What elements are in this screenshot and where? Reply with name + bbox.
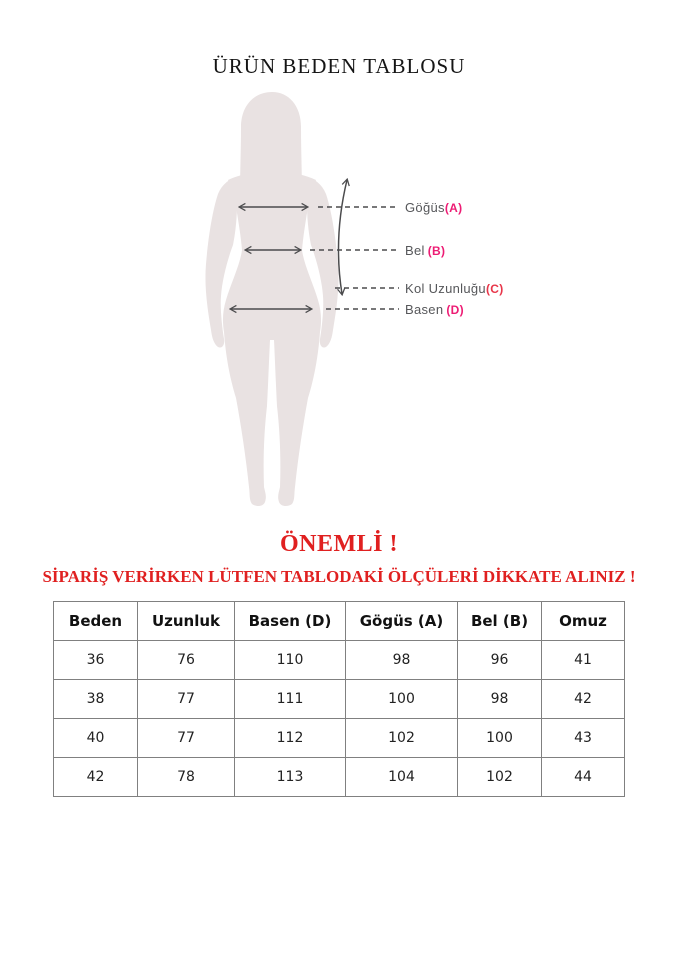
- arm-length-arrow: [338, 180, 347, 294]
- table-row: [54, 641, 625, 680]
- table-cell: 77: [138, 680, 235, 719]
- table-cell: 42: [542, 680, 625, 719]
- table-row: [54, 719, 625, 758]
- measure-code-c: (C): [485, 282, 504, 296]
- measure-code-a: (A): [444, 201, 463, 215]
- table-cell: 102: [458, 758, 542, 797]
- measure-code-d: (D): [446, 303, 464, 317]
- table-cell: 113: [235, 758, 346, 797]
- figure-silhouette: [205, 92, 338, 506]
- measure-label-text: Göğüs: [405, 200, 445, 215]
- table-cell: 98: [458, 680, 542, 719]
- table-cell: 42: [54, 758, 138, 797]
- table-cell: 36: [54, 641, 138, 680]
- warning-subheading: SİPARİŞ VERİRKEN LÜTFEN TABLODAKİ ÖLÇÜLERİ DİKKATE ALINIZ !: [42, 567, 636, 586]
- measure-label-text: Kol Uzunluğu: [405, 281, 486, 296]
- table-row: [54, 680, 625, 719]
- measure-label-waist: [405, 243, 445, 258]
- table-cell: 40: [54, 719, 138, 758]
- table-cell: 111: [235, 680, 346, 719]
- table-row: [54, 758, 625, 797]
- table-cell: 110: [235, 641, 346, 680]
- measure-label-text: Bel: [405, 243, 425, 258]
- table-cell: 76: [138, 641, 235, 680]
- measure-label-hip: [405, 302, 464, 317]
- table-cell: 98: [346, 641, 458, 680]
- table-cell: 100: [458, 719, 542, 758]
- header-beden: Beden: [54, 602, 138, 641]
- page-title: ÜRÜN BEDEN TABLOSU: [212, 54, 466, 78]
- table-header-row: [54, 602, 625, 641]
- silhouette-torso-legs: [223, 170, 321, 506]
- header-uzunluk: Uzunluk: [138, 602, 235, 641]
- table-cell: 43: [542, 719, 625, 758]
- measure-label-text: Basen: [405, 302, 444, 317]
- table-cell: 96: [458, 641, 542, 680]
- table-cell: 44: [542, 758, 625, 797]
- table-cell: 102: [346, 719, 458, 758]
- table-cell: 78: [138, 758, 235, 797]
- measure-code-b: (B): [427, 244, 446, 258]
- table-cell: 41: [542, 641, 625, 680]
- measure-label-arm-length: [405, 281, 504, 296]
- table-cell: 100: [346, 680, 458, 719]
- header-bel: Bel (B): [458, 602, 542, 641]
- table-cell: 112: [235, 719, 346, 758]
- warning-heading: ÖNEMLİ !: [280, 531, 398, 557]
- header-basen: Basen (D): [235, 602, 346, 641]
- header-gogus: Gögüs (A): [346, 602, 458, 641]
- table-cell: 77: [138, 719, 235, 758]
- table-cell: 38: [54, 680, 138, 719]
- size-table: [53, 601, 625, 797]
- table-cell: 104: [346, 758, 458, 797]
- header-omuz: Omuz: [542, 602, 625, 641]
- measure-label-chest: [405, 200, 462, 215]
